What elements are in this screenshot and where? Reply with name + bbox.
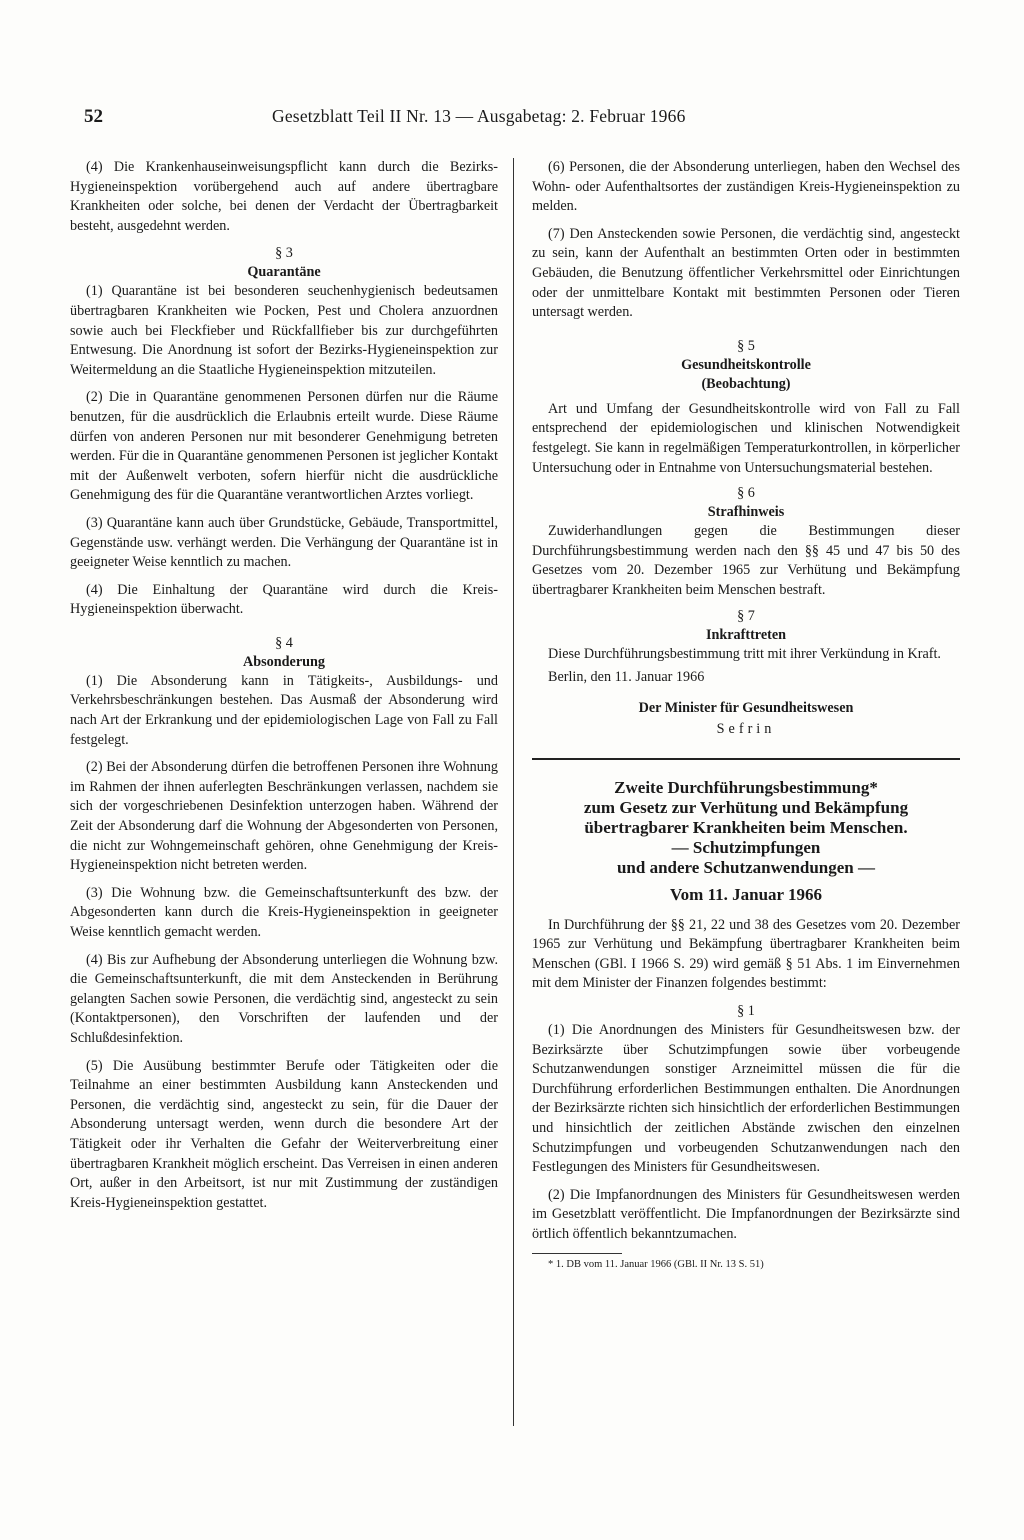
signer-title: Der Minister für Gesundheitswesen [638,699,854,716]
section-number: § 5 [737,337,755,354]
footnote-rule [532,1253,622,1254]
paragraph: (1) Die Absonderung kann in Tätigkeits-, Ausbildungs- und Verkehrsbeschränkungen bestehen. Das Ausmaß der Absonderung wird nach Art der Erkrankung und der epidemiologischen Lage von Fall zu Fall festgelegt. [70,672,498,748]
doc-subtitle-line: — Schutzimpfungen [671,837,821,857]
section-number: § 1 [737,1003,755,1020]
doc-title-line: zum Gesetz zur Verhütung und Bekämpfung [583,797,909,817]
paragraph: (1) Die Anordnungen des Ministers für Gesundheitswesen bzw. der Bezirksärzte über Schutzimpfungen sowie über vorbeugende Schutzanwendungen sonstiger Arzneimittel müssen die für die Durchführung erforderlichen Bestimmungen enthalten. Die Anordnungen der Bezirksärzte richten sich hinsichtlich der erforderlichen Bestimmungen und hinsichtlich der zeitlichen Abstände zwischen den einzelnen Schutzimpfungen und vorbeugenden Schutzanwendungen nach den Festlegungen des Ministers für Gesundheitswesen. [532,1022,960,1176]
place-date: Berlin, den 11. Januar 1966 [548,669,705,686]
section-title: Quarantäne [247,264,321,281]
footnote: * 1. DB vom 11. Januar 1966 (GBl. II Nr. 13 S. 51) [548,1258,764,1270]
preamble: In Durchführung der §§ 21, 22 und 38 des Gesetzes vom 20. Dezember 1965 zur Verhütung und Bekämpfung übertragbarer Krankheiten beim Menschen (GBl. I 1966 S. 29) wird gemäß § 51 Abs. 1 im Einvernehmen mit dem Minister der Finanzen folgendes bestimmt: [532,916,960,992]
signer-name: Sefrin [716,720,776,737]
column-divider [513,158,514,1426]
paragraph: (7) Den Ansteckenden sowie Personen, die verdächtig sind, angesteckt zu sein, kann der Aufenthalt an bestimmten Orten oder in bestimmten Gebäuden, die Benutzung öffentlicher Verkehrsmittel oder Einrichtungen oder der unmittelbare Kontakt mit bestimmten Personen oder Tieren untersagt werden. [532,225,960,321]
right-column [532,158,960,1272]
paragraph: (4) Die Einhaltung der Quarantäne wird durch die Kreis-Hygieneinspektion überwacht. [70,581,498,618]
doc-date: Vom 11. Januar 1966 [669,884,823,904]
page-header [84,106,964,132]
paragraph: (2) Die Impfanordnungen des Ministers für Gesundheitswesen werden im Gesetzblatt veröffentlicht. Die Impfanordnungen der Bezirksärzte sind örtlich öffentlich bekanntzumachen. [532,1186,960,1242]
section-number: § 3 [275,245,293,262]
paragraph: (5) Die Ausübung bestimmter Berufe oder Tätigkeiten oder die Teilnahme an einer bestimmten Ausbildung kann Ansteckenden und Personen, die verdächtig sind, angesteckt zu sein, für die Dauer der Absonderung untersagt werden, wenn durch die besondere Art der Tätigkeit oder ihr Verhalten die Gefahr der Weiterverbreitung einer übertragbaren Krankheit möglich erscheint. Das Verreisen in einen anderen Ort, außer in den Arbeitsort, ist nur mit Zustimmung der zuständigen Kreis-Hygieneinspektion gestattet. [70,1057,498,1211]
section-title: Strafhinweis [707,504,785,521]
paragraph: (4) Bis zur Aufhebung der Absonderung unterliegen die Wohnung bzw. die Gemeinschaftsunterkunft, die mit dem Ansteckenden in Berührung gelangten Sachen sowie Personen, die verdächtig sind, angesteckt zu sein (Kontaktpersonen), den Vorschriften der laufenden und der Schlußdesinfektion. [70,951,498,1046]
section-number: § 6 [737,485,755,502]
doc-title-line: Zweite Durchführungsbestimmung* [614,777,878,797]
paragraph: Zuwiderhandlungen gegen die Bestimmungen dieser Durchführungsbestimmung werden nach den §§ 45 und 47 bis 50 des Gesetzes vom 20. Dezember 1965 zur Verhütung und Bekämpfung übertragbarer Krankheiten beim Menschen bestraft. [532,523,960,598]
running-title: Gesetzblatt Teil II Nr. 13 — Ausgabetag: 2. Februar 1966 [272,106,686,126]
paragraph: (1) Quarantäne ist bei besonderen seuchenhygienisch bedeutsamen übertragbaren Krankheiten wie Pocken, Pest und Cholera anzuordnen sowie auch bei Fleckfieber und Rückfallfieber bis zur durchgeführten Entwesung. Die Anordnung ist sofort der Bezirks-Hygieneinspektion zur Weitermeldung an die Staatliche Hygieneinspektion mitzuteilen. [70,283,498,378]
paragraph: (6) Personen, die der Absonderung unterliegen, haben den Wechsel des Wohn- oder Aufenthaltsortes der zuständigen Kreis-Hygieneinspektion zu melden. [532,159,960,215]
left-column [70,158,498,1221]
section-title: Inkrafttreten [705,626,787,643]
section-subtitle: (Beobachtung) [701,375,791,392]
paragraph: (3) Quarantäne kann auch über Grundstücke, Gebäude, Transportmittel, Gegenstände usw. verhängt werden. Die Verhängung der Quarantäne ist in geeigneter Weise kenntlich zu machen. [70,514,498,571]
paragraph: (3) Die Wohnung bzw. die Gemeinschaftsunterkunft des bzw. der Abgesonderten kann durch die Kreis-Hygieneinspektion in geeigneter Weise kenntlich gemacht werden. [70,884,498,940]
paragraph: (4) Die Krankenhauseinweisungspflicht kann durch die Bezirks-Hygieneinspektion vorübergehend auch auf andere übertragbare Krankheiten oder solche, bei denen der Verdacht der Übertragbarkeit besteht, ausgedehnt werden. [70,159,498,234]
doc-subtitle-line: und andere Schutzanwendungen — [616,857,876,877]
paragraph: Diese Durchführungsbestimmung tritt mit ihrer Verkündung in Kraft. [548,645,941,662]
section-rule [532,758,960,760]
section-number: § 7 [737,607,755,624]
doc-title-line: übertragbarer Krankheiten beim Menschen. [584,817,908,837]
page-number: 52 [84,106,103,127]
section-title: Absonderung [242,653,325,670]
paragraph: (2) Bei der Absonderung dürfen die betroffenen Personen ihre Wohnung im Rahmen der ihnen auferlegten Beschränkungen verlassen, nachdem sie sich der vorgeschriebenen Desinfektion unterzogen haben. Während der Zeit der Absonderung darf die Wohnung der Abgesonderten von Personen, die nicht zur Wohngemeinschaft gehören, ohne Genehmigung der Kreis-Hygieneinspektion nicht betreten werden. [70,759,498,874]
section-title: Gesundheitskontrolle [681,356,811,373]
paragraph: (2) Die in Quarantäne genommenen Personen dürfen nur die Räume benutzen, für die ausdrücklich die Erlaubnis erteilt wurde. Diese Räume dürfen von anderen Personen nur mit besonderer Genehmigung betreten werden. Für die in Quarantäne genommenen Personen ist jeglicher Kontakt mit der Außenwelt verboten, sofern hierfür nicht die ausdrückliche Genehmigung des für die Quarantäne verantwortlichen Arztes vorliegt. [70,389,498,504]
section-number: § 4 [275,634,293,651]
paragraph: Art und Umfang der Gesundheitskontrolle wird von Fall zu Fall entsprechend der epidemiologischen und klinischen Notwendigkeit festgelegt. Sie kann in regelmäßigen Temperaturkontrollen, in körperlicher Untersuchung oder in Entnahme von Untersuchungsmaterial bestehen. [532,400,960,476]
